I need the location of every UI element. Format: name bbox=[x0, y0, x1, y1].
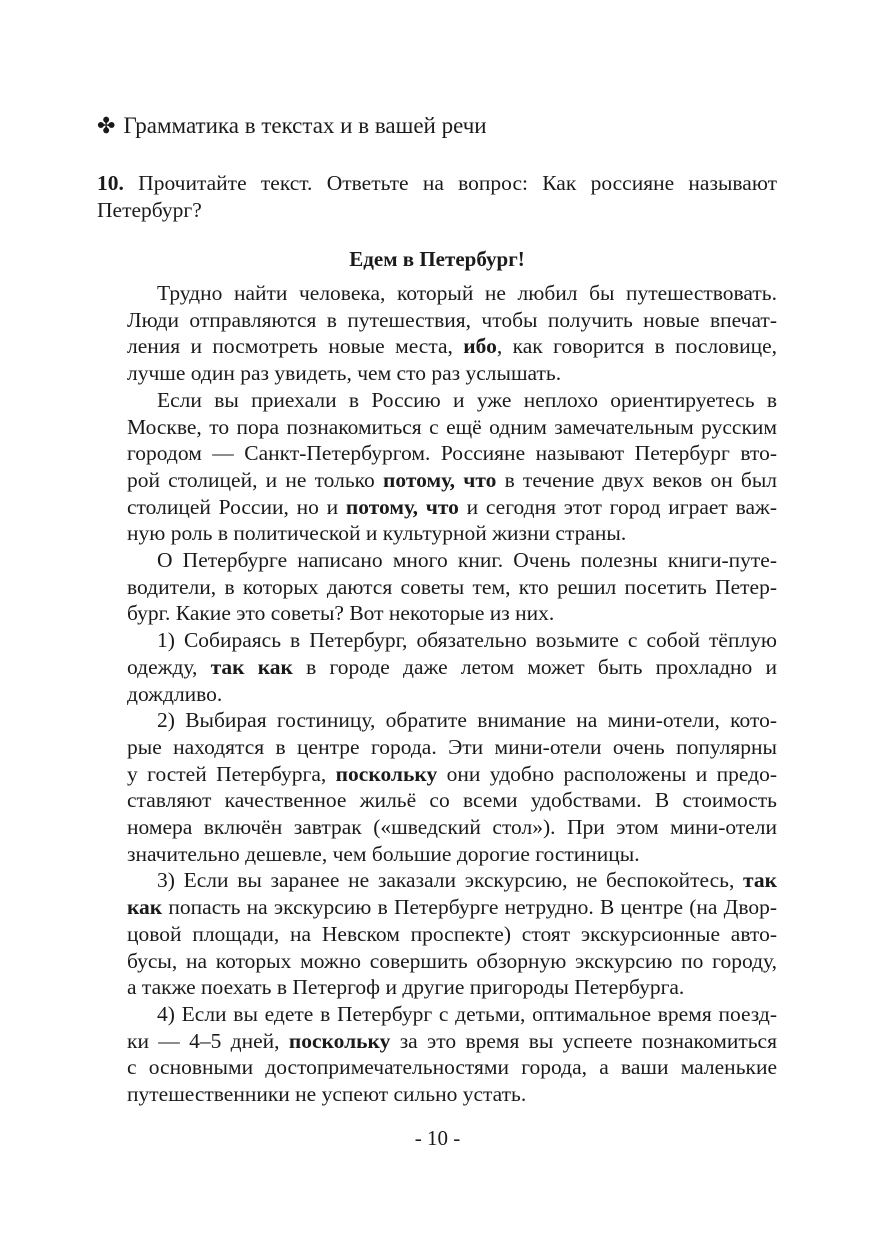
line-text: столицей России, но и bbox=[127, 494, 346, 519]
article-line bbox=[127, 867, 777, 894]
section-heading-text: Грамматика в текстах и в вашей речи bbox=[123, 113, 487, 138]
line-text: значительно дешевле, чем большие дорогие гостиницы. bbox=[127, 841, 640, 866]
line-text: 1) Собираясь в Петербург, обязательно возьмите с собой тёплую bbox=[157, 628, 777, 653]
article-line bbox=[127, 734, 777, 761]
line-text: О Петербурге написано много книг. Очень полезны книги-путе- bbox=[157, 548, 777, 573]
line-text: ставляют качественное жильё со всеми удобствами. В стоимость bbox=[127, 788, 777, 813]
line-text: Москве, то пора познакомиться с ещё одним замечательным русским bbox=[127, 414, 777, 439]
line-text: в течение двух веков он был bbox=[496, 467, 777, 492]
line-text: городом — Санкт-Петербургом. Россияне называют Петербург вто- bbox=[127, 441, 777, 466]
article-line bbox=[127, 627, 777, 654]
line-text: Трудно найти человека, который не любил бы путешествовать. bbox=[157, 281, 777, 305]
article-line bbox=[127, 520, 777, 547]
article-line bbox=[127, 654, 777, 707]
line-text: одежду, bbox=[127, 654, 211, 679]
article-line bbox=[127, 360, 777, 387]
line-text: бург. Какие это советы? Вот некоторые из них. bbox=[127, 601, 555, 626]
article-line bbox=[127, 787, 777, 814]
line-text: ления и посмотреть новые места, bbox=[127, 334, 464, 359]
article-line bbox=[127, 921, 777, 948]
line-text: путешественники не успеют сильно устать. bbox=[127, 1082, 527, 1107]
bold-conjunction: так bbox=[743, 868, 777, 893]
task-instruction bbox=[97, 170, 777, 224]
article-line bbox=[127, 467, 777, 494]
article-body bbox=[127, 280, 777, 1108]
club-bullet-icon: ✤ bbox=[97, 114, 116, 139]
line-text: 3) Если вы заранее не заказали экскурсию, не беспокойтесь, bbox=[157, 868, 744, 893]
article-line bbox=[127, 1081, 777, 1108]
article-line bbox=[127, 841, 777, 868]
article-line bbox=[127, 600, 777, 627]
article-title: Едем в Петербург! bbox=[349, 247, 525, 271]
bold-conjunction: так как bbox=[210, 654, 293, 679]
article-line bbox=[127, 814, 777, 841]
article-line bbox=[127, 387, 777, 414]
bold-conjunction: поскольку bbox=[288, 1028, 391, 1053]
line-text: в городе даже летом может быть прохладно и дождливо. bbox=[127, 654, 777, 706]
line-text: бусы, на которых можно совершить обзорную экскурсию по городу, bbox=[127, 948, 777, 973]
article-line bbox=[127, 440, 777, 467]
article-line bbox=[127, 1001, 777, 1028]
bold-conjunction: потому, что bbox=[382, 467, 497, 492]
line-text: у гостей Петербурга, bbox=[127, 761, 336, 786]
article-line bbox=[127, 1054, 777, 1081]
bold-conjunction: поскольку bbox=[335, 761, 438, 786]
line-text: 2) Выбирая гостиницу, обратите внимание на мини-отели, кото- bbox=[157, 708, 777, 733]
line-text: и сегодня этот город играет важ- bbox=[458, 494, 777, 519]
article-line bbox=[127, 707, 777, 734]
article-line bbox=[127, 948, 777, 975]
article-line bbox=[127, 307, 777, 334]
line-text: ную роль в политической и культурной жизни страны. bbox=[127, 521, 627, 546]
article-line bbox=[127, 494, 777, 521]
section-heading bbox=[97, 112, 777, 141]
bold-conjunction: ибо bbox=[463, 334, 497, 359]
page-number: - 10 - bbox=[414, 1126, 461, 1150]
bold-conjunction: потому, что bbox=[345, 494, 459, 519]
line-text: рые находятся в центре города. Эти мини-отели очень популярны bbox=[127, 734, 777, 759]
article-line bbox=[127, 761, 777, 788]
line-text: рой столицей, и не только bbox=[127, 467, 383, 492]
article-line bbox=[127, 894, 777, 921]
line-text: они удобно расположены и предо- bbox=[437, 761, 778, 786]
article-line bbox=[127, 547, 777, 574]
line-text: водители, в которых даются советы тем, кто решил посетить Петер- bbox=[127, 574, 777, 599]
line-text: за это время вы успеете познакомиться bbox=[390, 1028, 777, 1053]
article-line bbox=[127, 1028, 777, 1055]
task-number: 10. bbox=[97, 171, 124, 195]
line-text: лучше один раз увидеть, чем сто раз услышать. bbox=[127, 361, 562, 386]
line-text: , как говорится в пословице, bbox=[496, 334, 777, 359]
line-text: Если вы приехали в Россию и уже неплохо ориентируетесь в bbox=[157, 387, 777, 412]
line-text: Люди отправляются в путешествия, чтобы получить новые впечат- bbox=[127, 307, 777, 332]
task-text: Прочитайте текст. Ответьте на вопрос: Как россияне называют Петербург? bbox=[97, 171, 778, 222]
bold-conjunction: как bbox=[127, 895, 163, 920]
line-text: 4) Если вы едете в Петербург с детьми, оптимальное время поезд- bbox=[157, 1001, 777, 1026]
line-text: попасть на экскурсию в Петербурге нетрудно. В центре (на Двор- bbox=[162, 895, 777, 920]
article-line bbox=[127, 574, 777, 601]
line-text: номера включён завтрак («шведский стол»). При этом мини-отели bbox=[127, 815, 777, 840]
article-line bbox=[127, 414, 777, 441]
line-text: с основными достопримечательностями города, а ваши маленькие bbox=[127, 1055, 777, 1080]
article-line bbox=[127, 974, 777, 1001]
article-line bbox=[127, 333, 777, 360]
line-text: цовой площади, на Невском проспекте) стоят экскурсионные авто- bbox=[127, 921, 777, 946]
line-text: ки — 4–5 дней, bbox=[127, 1028, 289, 1053]
line-text: а также поехать в Петергоф и другие пригороды Петербурга. bbox=[127, 975, 685, 1000]
article-line bbox=[127, 280, 777, 307]
